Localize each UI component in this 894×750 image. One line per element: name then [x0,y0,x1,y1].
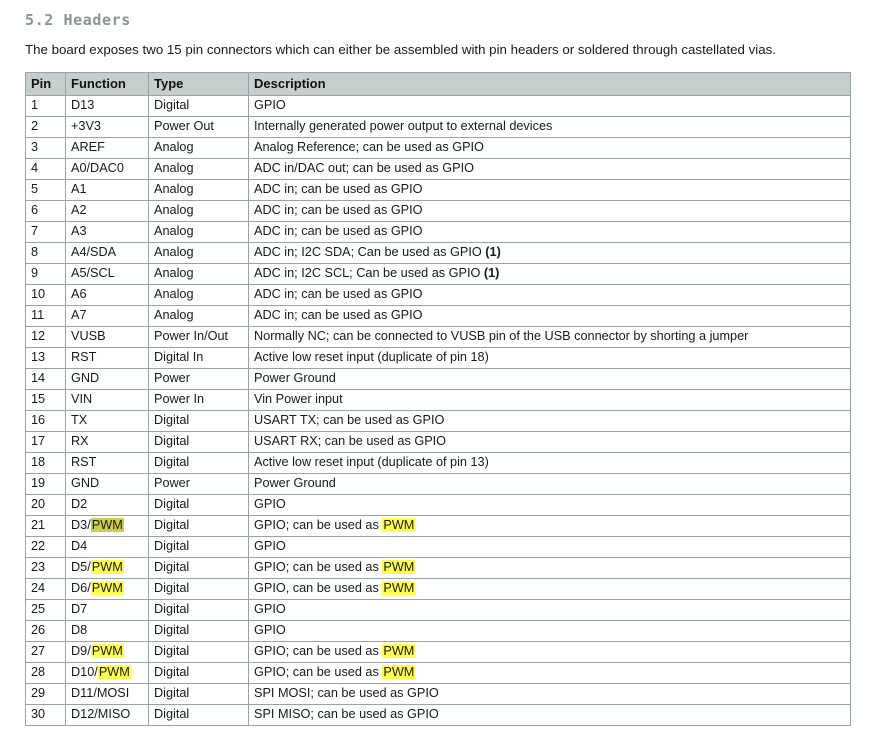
cell-pin: 25 [26,600,66,621]
cell-type: Digital [149,684,249,705]
cell-description [249,684,851,705]
cell-function [66,558,149,579]
cell-type: Analog [149,180,249,201]
pwm-highlight: PWM [91,581,123,595]
cell-type: Digital [149,411,249,432]
cell-description [249,579,851,600]
cell-description [249,327,851,348]
cell-type: Analog [149,243,249,264]
table-header [26,73,851,96]
cell-description [249,390,851,411]
cell-pin: 23 [26,558,66,579]
table-row [26,222,851,243]
function-label: A2 [71,203,87,217]
cell-pin: 4 [26,159,66,180]
function-label: GND [71,371,100,385]
cell-type: Digital [149,516,249,537]
function-label: RST [71,350,97,364]
table-row [26,96,851,117]
description-text: USART RX; can be used as GPIO [254,434,447,448]
pwm-highlight: PWM [383,518,415,532]
cell-pin: 7 [26,222,66,243]
function-label: D8 [71,623,88,637]
description-text: GPIO; can be used as [254,560,383,574]
cell-description [249,96,851,117]
cell-function [66,516,149,537]
table-row [26,348,851,369]
cell-description [249,138,851,159]
pwm-highlight: PWM [91,644,123,658]
cell-function [66,348,149,369]
table-row [26,243,851,264]
cell-description [249,369,851,390]
cell-description [249,180,851,201]
function-label: A3 [71,224,87,238]
table-row [26,642,851,663]
table-row [26,579,851,600]
description-text: USART TX; can be used as GPIO [254,413,445,427]
cell-pin: 17 [26,432,66,453]
footnote-marker: (1) [483,266,500,280]
cell-pin: 5 [26,180,66,201]
table-row [26,306,851,327]
cell-description [249,495,851,516]
function-label: AREF [71,140,105,154]
cell-function [66,117,149,138]
cell-function [66,264,149,285]
table-row [26,390,851,411]
cell-type: Analog [149,159,249,180]
function-label: D3/ [71,518,91,532]
cell-type: Power [149,474,249,495]
cell-type: Digital [149,96,249,117]
cell-function [66,474,149,495]
column-header-description: Description [249,73,851,96]
cell-type: Digital [149,705,249,726]
cell-description [249,663,851,684]
function-label: A1 [71,182,87,196]
cell-description [249,558,851,579]
cell-description [249,453,851,474]
cell-function [66,621,149,642]
cell-description [249,348,851,369]
cell-pin: 26 [26,621,66,642]
cell-type: Digital [149,621,249,642]
cell-function [66,96,149,117]
table-row [26,285,851,306]
cell-type: Digital [149,579,249,600]
cell-type: Analog [149,222,249,243]
cell-function [66,600,149,621]
cell-description [249,264,851,285]
table-row [26,180,851,201]
cell-description [249,159,851,180]
function-label: A0/DAC0 [71,161,124,175]
description-text: ADC in; can be used as GPIO [254,287,423,301]
function-label: D9/ [71,644,91,658]
cell-function [66,684,149,705]
table-row [26,159,851,180]
description-text: ADC in; I2C SCL; Can be used as GPIO [254,266,484,280]
cell-description [249,516,851,537]
cell-type: Digital [149,432,249,453]
description-text: Normally NC; can be connected to VUSB pin of the USB connector by shorting a jumper [254,329,749,343]
function-label: A5/SCL [71,266,115,280]
cell-type: Analog [149,285,249,306]
cell-function [66,180,149,201]
description-text: GPIO; can be used as [254,518,383,532]
table-row [26,537,851,558]
description-text: ADC in; I2C SDA; Can be used as GPIO [254,245,486,259]
description-text: GPIO [254,602,286,616]
description-text: GPIO [254,539,286,553]
column-header-type: Type [149,73,249,96]
function-label: D12/MISO [71,707,131,721]
cell-pin: 11 [26,306,66,327]
table-row [26,558,851,579]
function-label: D13 [71,98,95,112]
description-text: GPIO; can be used as [254,665,383,679]
cell-function [66,159,149,180]
function-label: A6 [71,287,87,301]
description-text: GPIO [254,623,286,637]
cell-function [66,201,149,222]
function-label: RX [71,434,89,448]
cell-pin: 2 [26,117,66,138]
description-text: ADC in/DAC out; can be used as GPIO [254,161,475,175]
cell-type: Analog [149,138,249,159]
description-text: Active low reset input (duplicate of pin 18) [254,350,489,364]
pwm-highlight: PWM [91,518,123,532]
table-row [26,663,851,684]
cell-type: Digital In [149,348,249,369]
function-label: A4/SDA [71,245,117,259]
pwm-highlight: PWM [383,581,415,595]
description-text: GPIO, can be used as [254,581,383,595]
table-row [26,327,851,348]
cell-type: Digital [149,558,249,579]
cell-type: Power In [149,390,249,411]
description-text: ADC in; can be used as GPIO [254,308,423,322]
cell-type: Digital [149,663,249,684]
cell-description [249,306,851,327]
cell-type: Analog [149,264,249,285]
column-header-function: Function [66,73,149,96]
function-label: RST [71,455,97,469]
function-label: D10/ [71,665,98,679]
pwm-highlight: PWM [383,665,415,679]
cell-type: Power Out [149,117,249,138]
table-row [26,432,851,453]
table-row [26,516,851,537]
cell-function [66,138,149,159]
cell-function [66,390,149,411]
cell-function [66,327,149,348]
cell-pin: 30 [26,705,66,726]
cell-function [66,222,149,243]
cell-type: Digital [149,642,249,663]
description-text: Analog Reference; can be used as GPIO [254,140,484,154]
cell-function [66,663,149,684]
cell-pin: 13 [26,348,66,369]
cell-pin: 24 [26,579,66,600]
cell-function [66,369,149,390]
cell-description [249,411,851,432]
function-label: TX [71,413,88,427]
cell-type: Power In/Out [149,327,249,348]
cell-pin: 15 [26,390,66,411]
cell-description [249,432,851,453]
intro-paragraph: The board exposes two 15 pin connectors which can either be assembled with pin headers or soldered through castellated vias. [25,42,776,57]
description-text: ADC in; can be used as GPIO [254,203,423,217]
cell-description [249,222,851,243]
table-row [26,138,851,159]
function-label: D6/ [71,581,91,595]
pin-table-container [25,72,850,726]
description-text: Vin Power input [254,392,343,406]
cell-pin: 22 [26,537,66,558]
cell-pin: 20 [26,495,66,516]
description-text: ADC in; can be used as GPIO [254,224,423,238]
cell-pin: 10 [26,285,66,306]
table-row [26,495,851,516]
cell-function [66,432,149,453]
footnote-marker: (1) [485,245,501,259]
column-header-pin: Pin [26,73,66,96]
description-text: SPI MISO; can be used as GPIO [254,707,439,721]
cell-type: Digital [149,495,249,516]
cell-pin: 12 [26,327,66,348]
cell-function [66,579,149,600]
cell-pin: 28 [26,663,66,684]
cell-pin: 3 [26,138,66,159]
pwm-highlight: PWM [98,665,130,679]
cell-pin: 18 [26,453,66,474]
page-title: 5.2 Headers [25,11,131,29]
description-text: GPIO [254,497,286,511]
table-row [26,264,851,285]
cell-pin: 8 [26,243,66,264]
table-row [26,201,851,222]
function-label: A7 [71,308,87,322]
cell-function [66,642,149,663]
description-text: Internally generated power output to external devices [254,119,553,133]
cell-pin: 16 [26,411,66,432]
cell-description [249,621,851,642]
function-label: VIN [71,392,93,406]
cell-type: Digital [149,600,249,621]
function-label: VUSB [71,329,106,343]
pwm-highlight: PWM [383,560,415,574]
cell-function [66,453,149,474]
table-row [26,684,851,705]
cell-type: Digital [149,453,249,474]
cell-type: Digital [149,537,249,558]
cell-pin: 19 [26,474,66,495]
cell-description [249,474,851,495]
table-header-row [26,73,851,96]
cell-function [66,285,149,306]
cell-function [66,537,149,558]
table-row [26,411,851,432]
cell-description [249,600,851,621]
cell-description [249,243,851,264]
cell-description [249,642,851,663]
table-row [26,453,851,474]
cell-description [249,201,851,222]
cell-pin: 29 [26,684,66,705]
description-text: ADC in; can be used as GPIO [254,182,423,196]
function-label: GND [71,476,100,490]
table-row [26,600,851,621]
table-row [26,705,851,726]
cell-pin: 1 [26,96,66,117]
pwm-highlight: PWM [91,560,123,574]
cell-pin: 14 [26,369,66,390]
function-label: D7 [71,602,88,616]
table-row [26,621,851,642]
cell-function [66,243,149,264]
function-label: D5/ [71,560,91,574]
pwm-highlight: PWM [383,644,415,658]
description-text: GPIO; can be used as [254,644,383,658]
cell-description [249,705,851,726]
cell-function [66,306,149,327]
cell-type: Analog [149,201,249,222]
table-row [26,117,851,138]
table-row [26,474,851,495]
cell-pin: 9 [26,264,66,285]
cell-type: Analog [149,306,249,327]
cell-function [66,705,149,726]
function-label: +3V3 [71,119,101,133]
table-row [26,369,851,390]
cell-description [249,117,851,138]
function-label: D11/MOSI [71,686,130,700]
cell-description [249,285,851,306]
cell-pin: 21 [26,516,66,537]
description-text: Active low reset input (duplicate of pin 13) [254,455,489,469]
cell-description [249,537,851,558]
function-label: D2 [71,497,88,511]
table-body [26,96,851,726]
description-text: SPI MOSI; can be used as GPIO [254,686,439,700]
description-text: Power Ground [254,371,336,385]
cell-type: Power [149,369,249,390]
cell-function [66,411,149,432]
cell-pin: 27 [26,642,66,663]
function-label: D4 [71,539,88,553]
cell-function [66,495,149,516]
description-text: Power Ground [254,476,336,490]
cell-pin: 6 [26,201,66,222]
pin-header-table [25,72,851,726]
description-text: GPIO [254,98,286,112]
